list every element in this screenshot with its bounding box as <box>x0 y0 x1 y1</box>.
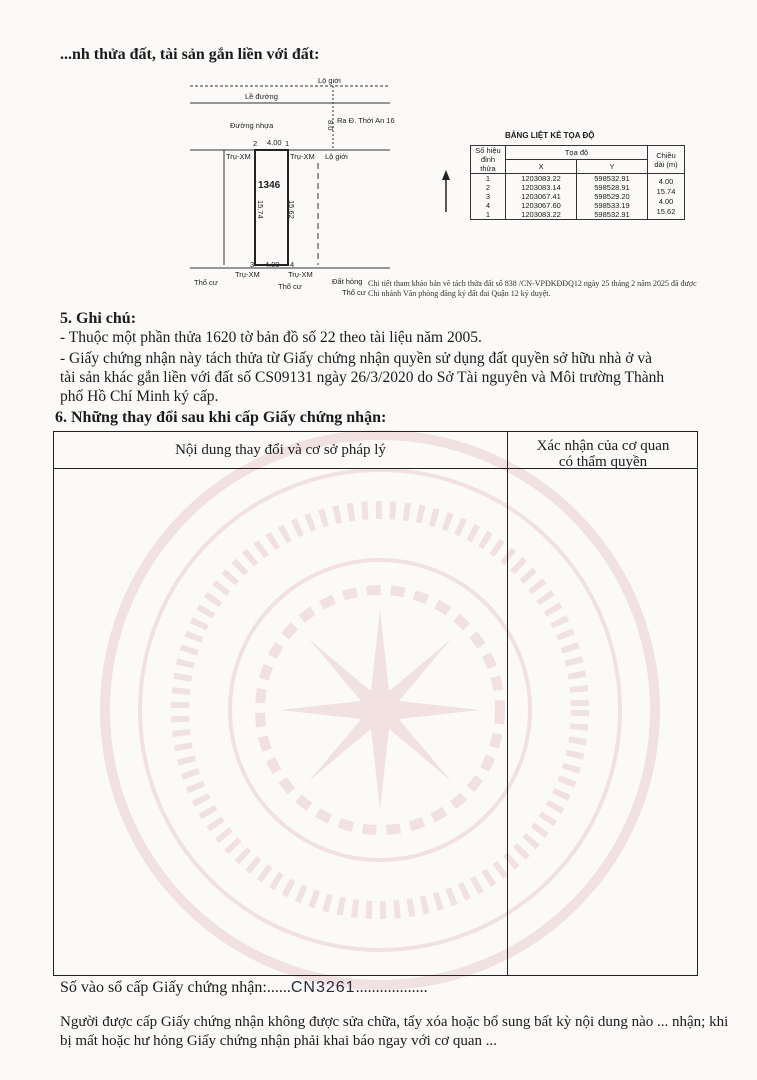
coord-table <box>470 145 685 220</box>
note-line-2: - Giấy chứng nhận này tách thửa từ Giấy chứng nhận quyền sử dụng đất quyền sở hữu nhà ở và <box>60 350 652 367</box>
road-label: Ra Đ. Thới An 16 <box>337 116 395 125</box>
section4-heading: ...nh thửa đất, tài sản gắn liền với đất: <box>60 46 320 63</box>
table-row: 3 1203067.41 598529.20 <box>471 192 685 201</box>
point-3-label: 3 <box>250 260 255 269</box>
north-arrow-icon <box>440 170 452 215</box>
register-label: Số vào sổ cấp Giấy chứng nhận:...... <box>60 979 291 996</box>
table-row: 1 1203083.22 598532.91 4.00 15.74 4.00 15.62 <box>471 174 685 184</box>
map-reference-note: Chi tiết tham khảo bản vẽ tách thửa đất số 838 /CN-VPĐKĐĐQ12 ngày 25 tháng 2 năm 2025 đã được Chi nhánh Văn phòng đăng ký đất đai Quận 12 ký duyệt. <box>368 279 697 298</box>
note-line-3: tài sản khác gắn liền với đất số CS09131 ngày 26/3/2020 do Sở Tài nguyên và Môi trường Thành <box>60 369 665 386</box>
tho-cu-label-3: Thổ cư <box>342 288 366 297</box>
col-authority-confirmation: Xác nhận của cơ quan có thẩm quyền <box>536 438 670 470</box>
right-length: 15.62 <box>287 200 296 219</box>
dat-hong-label: Đất hỏng <box>332 277 363 286</box>
table-row: 4 1203067.60 598533.19 <box>471 201 685 210</box>
point-1-label: 1 <box>285 139 290 148</box>
col-so-hieu: Số hiệu đỉnh thửa <box>471 146 506 174</box>
road-width: 8.0 <box>326 120 335 131</box>
duong-nhua-label: Đường nhựa <box>230 121 274 130</box>
tho-cu-label-2: Thổ cư <box>278 282 302 291</box>
parcel-number: 1346 <box>258 180 281 191</box>
top-width-label: 4.00 <box>267 138 282 147</box>
tho-cu-label-1: Thổ cư <box>194 278 218 287</box>
bottom-width-label: 4.00 <box>265 260 280 269</box>
note-line-1: - Thuộc một phần thửa 1620 tờ bản đồ số 22 theo tài liệu năm 2005. <box>60 329 482 346</box>
tru-xm-label-4: Trụ-XM <box>288 270 313 279</box>
note-line-4: phố Hồ Chí Minh ký cấp. <box>60 388 219 405</box>
col-toa-do: Tọa độ <box>506 146 648 160</box>
register-number: CN3261 <box>290 979 356 996</box>
lo-gioi-label: Lộ giới <box>325 152 348 161</box>
column-divider <box>507 432 508 975</box>
col-change-content: Nội dung thay đổi và cơ sở pháp lý <box>175 442 386 458</box>
tru-xm-label-2: Trụ-XM <box>290 152 315 161</box>
lo-gioi-top-label: Lộ giới <box>318 78 341 85</box>
table-row: 2 1203083.14 598528.91 <box>471 183 685 192</box>
changes-table <box>53 431 698 976</box>
left-length: 15.74 <box>256 200 265 219</box>
col-x: X <box>506 160 577 174</box>
point-4-label: 4 <box>290 260 295 269</box>
section5-heading: 5. Ghi chú: <box>60 310 137 327</box>
parcel-diagram <box>190 78 400 303</box>
section6-heading: 6. Những thay đổi sau khi cấp Giấy chứng nhận: <box>55 409 387 426</box>
certificate-warning: Người được cấp Giấy chứng nhận không được sửa chữa, tẩy xóa hoặc bổ sung bất kỳ nội dung nào ... nhận; khi bị mất hoặc hư hỏng Giấy chứng nhận phải khai báo ngay với cơ quan ... <box>60 1014 729 1049</box>
le-duong-label: Lề đường <box>245 92 278 101</box>
table-row: 1 1203083.22 598532.91 <box>471 210 685 220</box>
tru-xm-label-3: Trụ-XM <box>235 270 260 279</box>
coord-table-title: BẢNG LIỆT KÊ TỌA ĐỘ <box>505 131 595 140</box>
col-chieu-dai: Chiều dài (m) <box>648 146 685 174</box>
register-dots: .................. <box>355 979 428 996</box>
col-y: Y <box>577 160 648 174</box>
point-2-label: 2 <box>253 139 258 148</box>
register-number-line <box>60 979 428 997</box>
tru-xm-label-1: Trụ-XM <box>226 152 251 161</box>
